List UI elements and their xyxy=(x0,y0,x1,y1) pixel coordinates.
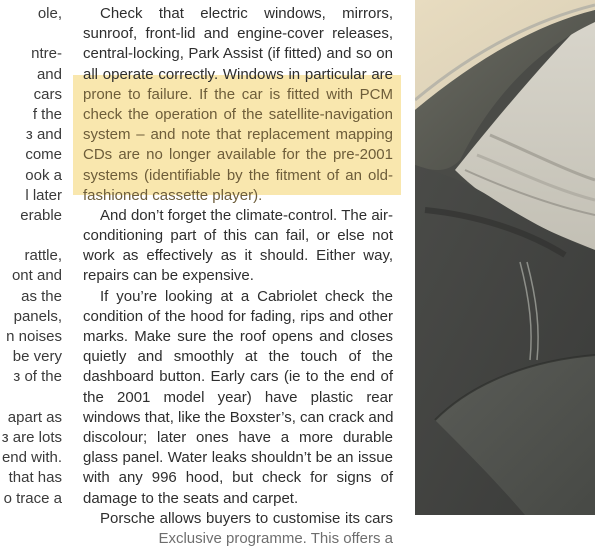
text-line: Porsche allows buyers to customise its cars xyxy=(100,509,393,527)
text-line: the 2001 model year) have plastic rear xyxy=(83,388,393,406)
paragraph-electrics xyxy=(83,4,393,206)
left-fragment: that has xyxy=(8,469,62,487)
left-fragment: panels, xyxy=(13,307,62,325)
left-fragment: o trace a xyxy=(3,489,62,507)
left-fragment: ont and xyxy=(11,267,62,285)
text-line: If you’re looking at a Cabriolet check the xyxy=(100,287,393,305)
left-fragment: ole, xyxy=(37,5,62,22)
left-fragment: l later xyxy=(25,186,62,204)
text-line: And don’t forget the climate-control. The air- xyxy=(100,206,393,224)
left-fragment: f the xyxy=(32,105,62,123)
text-line: central-locking, Park Assist (if fitted) and so on xyxy=(83,45,393,63)
highlighted-text-line: check the operation of the satellite-navigation xyxy=(83,105,393,123)
left-fragment: cars xyxy=(33,85,62,103)
left-fragment: apart as xyxy=(7,408,62,426)
left-fragment: come xyxy=(25,146,62,164)
text-line: windows that, like the Boxster’s, can crack and xyxy=(83,408,394,426)
left-fragment: and xyxy=(36,65,62,83)
highlighted-text-line: fashioned cassette player). xyxy=(83,186,263,204)
text-line: Check that electric windows, mirrors, xyxy=(100,5,393,22)
text-line-cropped: Exclusive programme. This offers a xyxy=(158,529,393,547)
text-line: condition of the hood for fading, rips and other xyxy=(83,307,393,325)
left-fragment xyxy=(0,24,62,44)
left-fragment: з of the xyxy=(13,368,62,386)
left-fragment: be very xyxy=(12,348,62,366)
left-fragment: з and xyxy=(25,126,62,144)
main-text-column xyxy=(83,4,393,549)
text-line: glass panel. Water leaks shouldn’t be an issue xyxy=(83,449,393,467)
text-line: conditioning part of this can fail, or else not xyxy=(83,227,393,245)
left-fragment: n noises xyxy=(6,328,62,345)
text-line: damage to the seats and carpet. xyxy=(83,489,299,507)
left-fragment: rattle, xyxy=(24,247,62,265)
paragraph-cabriolet xyxy=(83,287,393,509)
paragraph-climate-control xyxy=(83,206,393,287)
left-fragment: ook a xyxy=(25,166,62,184)
text-line: all operate correctly. Windows in particular are xyxy=(83,65,393,83)
left-fragment xyxy=(0,226,62,246)
paragraph-exclusive xyxy=(83,509,393,549)
left-fragment: as the xyxy=(21,287,62,305)
text-line: quietly and smoothly at the touch of the xyxy=(83,348,393,366)
left-fragment: erable xyxy=(20,206,62,224)
highlighted-text-line: systems (identifiable by the fitment of an old- xyxy=(83,166,393,184)
left-fragment: ntre- xyxy=(31,45,62,63)
car-seat-photo xyxy=(415,0,595,515)
seat-image-illustration xyxy=(415,0,595,515)
left-fragment xyxy=(0,388,62,408)
text-line: discolour; later ones have a more durable xyxy=(83,428,393,446)
text-line: with any 996 hood, but check for signs of xyxy=(83,469,393,487)
highlighted-text-line: prone to failure. If the car is fitted with PCM xyxy=(83,85,393,103)
text-line: repairs can be expensive. xyxy=(83,267,254,285)
highlighted-text-line: CDs are no longer available for the pre-2001 xyxy=(83,146,393,164)
text-line: marks. Make sure the roof opens and closes xyxy=(83,328,393,345)
left-fragment: end with. xyxy=(1,449,62,467)
highlighted-text-line: system – and note that replacement mapping xyxy=(83,126,393,144)
text-line: work as effectively as it should. Either way, xyxy=(83,247,393,265)
text-line: sunroof, front-lid and engine-cover releases, xyxy=(83,25,393,43)
left-fragment: з are lots xyxy=(1,428,62,446)
left-column-cropped-text xyxy=(0,4,62,509)
text-line: dashboard button. Early cars (ie to the end of xyxy=(83,368,393,386)
